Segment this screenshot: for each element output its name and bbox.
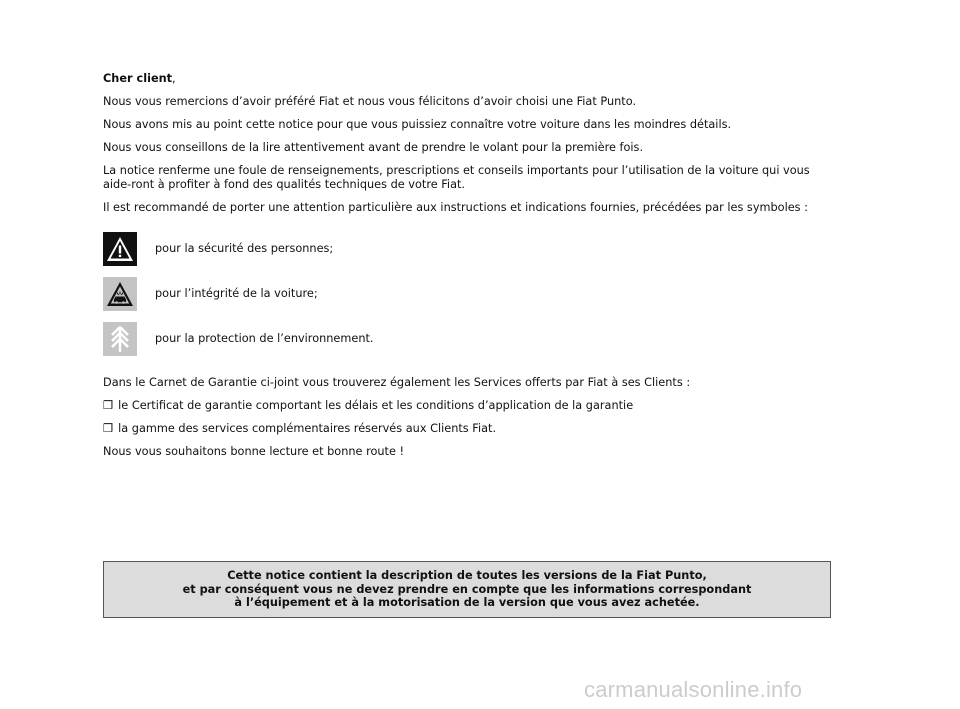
notice-line: Cette notice contient la description de toutes les versions de la Fiat Punto, <box>227 569 707 583</box>
intro-paragraph: Nous vous remercions d’avoir préféré Fiat et nous vous félicitons d’avoir choisi une Fiat Punto. <box>103 95 637 108</box>
service-item-text: la gamme des services complémentaires réservés aux Clients Fiat. <box>118 422 497 435</box>
symbol-row-vehicle <box>103 277 833 311</box>
versions-notice-box <box>103 561 831 618</box>
symbol-row-environment <box>103 322 833 356</box>
vehicle-damage-icon <box>103 277 137 311</box>
greeting-punctuation: , <box>172 72 176 85</box>
site-watermark: carmanualsonline.info <box>584 677 803 702</box>
service-item-text: le Certificat de garantie comportant les délais et les conditions d’application de la garantie <box>118 399 634 412</box>
checkbox-bullet-icon: ❒ <box>103 399 114 412</box>
service-item <box>103 399 833 413</box>
symbol-row-safety <box>103 232 833 266</box>
warning-triangle-icon <box>103 232 137 266</box>
environment-tree-icon <box>103 322 137 356</box>
document-body <box>103 72 833 468</box>
greeting-name: Cher client <box>103 72 173 85</box>
notice-line: et par conséquent vous ne devez prendre en compte que les informations correspondant <box>182 582 752 596</box>
intro-paragraph: La notice renferme une foule de renseignements, prescriptions et conseils importants pour l’utilisation de la voiture qui vous aide-ront à profiter à fond des qualités techniques de votre Fiat. <box>103 164 810 191</box>
services-intro: Dans le Carnet de Garantie ci-joint vous trouverez également les Services offerts par Fiat à ses Clients : <box>103 376 691 389</box>
symbol-text-safety: pour la sécurité des personnes; <box>155 242 334 256</box>
notice-text <box>183 569 752 610</box>
intro-paragraph: Nous avons mis au point cette notice pour que vous puissiez connaître votre voiture dans les moindres détails. <box>103 118 732 131</box>
service-item <box>103 422 833 436</box>
symbol-text-environment: pour la protection de l’environnement. <box>155 332 374 346</box>
intro-paragraph: Nous vous conseillons de la lire attentivement avant de prendre le volant pour la première fois. <box>103 141 644 154</box>
notice-line: à l’équipement et à la motorisation de la version que vous avez achetée. <box>234 596 700 610</box>
symbol-text-vehicle: pour l’intégrité de la voiture; <box>155 287 318 301</box>
greeting <box>103 72 833 86</box>
intro-paragraph: Il est recommandé de porter une attention particulière aux instructions et indications fournies, précédées par les symboles : <box>103 200 808 214</box>
symbol-legend <box>103 232 833 356</box>
checkbox-bullet-icon: ❒ <box>103 422 114 435</box>
closing-line: Nous vous souhaitons bonne lecture et bonne route ! <box>103 445 405 458</box>
